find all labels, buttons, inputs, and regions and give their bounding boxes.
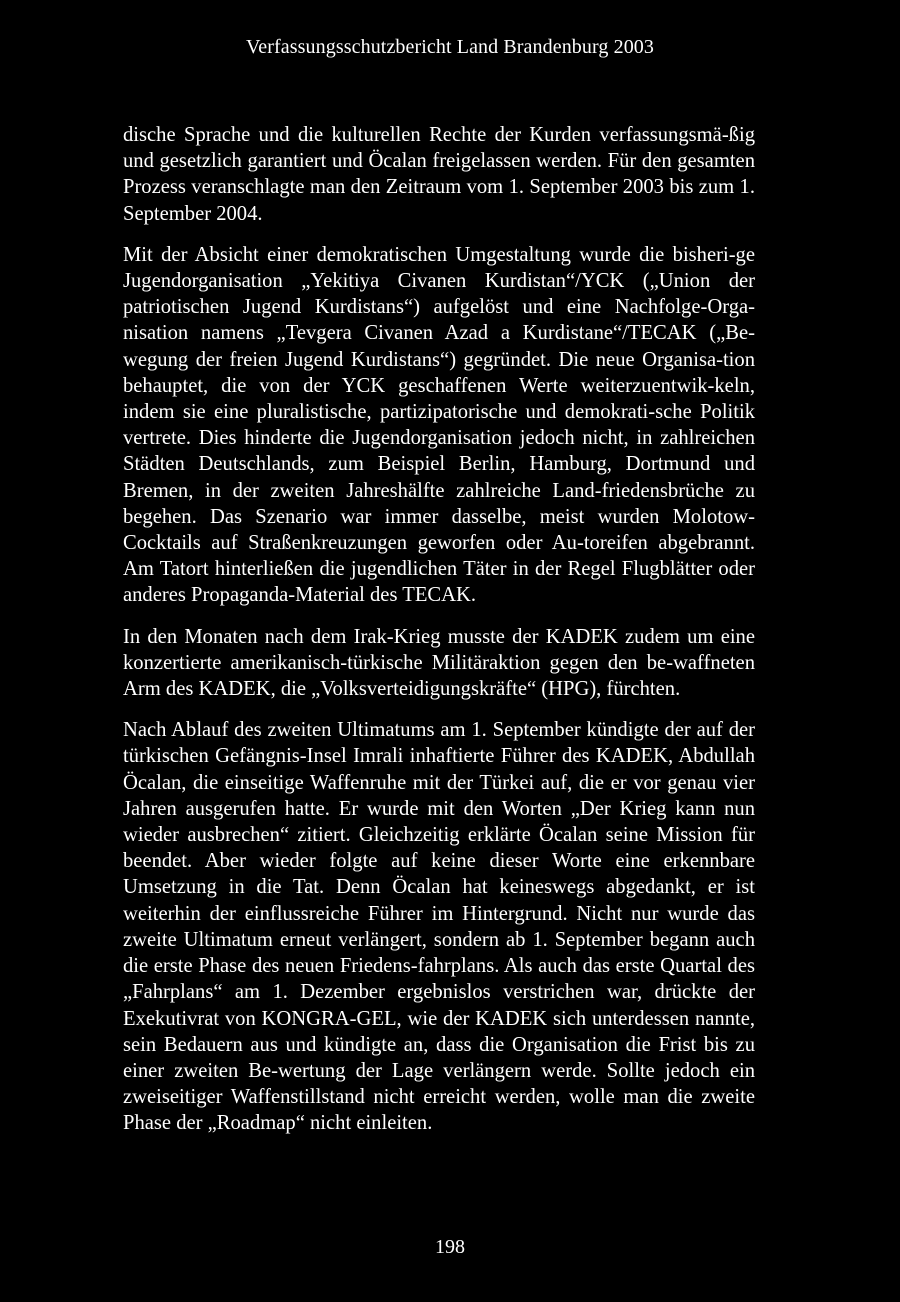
paragraph-1: dische Sprache und die kulturellen Rechte der Kurden verfassungsmä-ßig und gesetzlich garantiert und Öcalan freigelassen werden. Für den gesamten Prozess veranschlagte man den Zeitraum vom 1. September 2003 bis zum 1. September 2004. <box>123 124 755 225</box>
body-text <box>123 122 755 1152</box>
paragraph-3: In den Monaten nach dem Irak-Krieg musste der KADEK zudem um eine konzertierte amerikanisch-türkische Militäraktion gegen den be-waffneten Arm des KADEK, die „Volksverteidigungskräfte“ (HPG), fürchten. <box>123 625 755 701</box>
running-header: Verfassungsschutzbericht Land Brandenburg 2003 <box>245 36 655 58</box>
paragraph-2: Mit der Absicht einer demokratischen Umgestaltung wurde die bisheri-ge Jugendorganisation „Yekitiya Civanen Kurdistan“/YCK („Union der patriotischen Jugend Kurdistans“) aufgelöst und eine Nachfolge-Orga-nisation namens „Tevgera Civanen Azad a Kurdistane“/TECAK („Be-wegung der freien Jugend Kurdistans“) gegründet. Die neue Organisa-tion behauptet, die von der YCK geschaffenen Werte weiterzuentwik-keln, indem sie eine pluralistische, partizipatorische und demokrati-sche Politik vertrete. Dies hinderte die Jugendorganisation jedoch nicht, in zahlreichen Städten Deutschlands, zum Beispiel Berlin, Hamburg, Dortmund und Bremen, in der zweiten Jahreshälfte zahlreiche Land-friedensbrüche zu begehen. Das Szenario war immer dasselbe, meist wurden Molotow-Cocktails auf Straßenkreuzungen geworfen oder Au-toreifen abgebrannt. Am Tatort hinterließen die jugendlichen Täter in der Regel Flugblätter oder anderes Propaganda-Material des TECAK. <box>123 243 755 607</box>
page-number: 198 <box>435 1236 465 1258</box>
paragraph-4: Nach Ablauf des zweiten Ultimatums am 1. September kündigte der auf der türkischen Gefängnis-Insel Imrali inhaftierte Führer des KADEK, Abdullah Öcalan, die einseitige Waffenruhe mit der Türkei auf, die er vor genau vier Jahren ausgerufen hatte. Er wurde mit den Worten „Der Krieg kann nun wieder ausbrechen“ zitiert. Gleichzeitig erklärte Öcalan seine Mission für beendet. Aber wieder folgte auf keine dieser Worte eine erkennbare Umsetzung in die Tat. Denn Öcalan hat keineswegs abgedankt, er ist weiterhin der einflussreiche Führer im Hintergrund. Nicht nur wurde das zweite Ultimatum erneut verlängert, sondern ab 1. September begann auch die erste Phase des neuen Friedens-fahrplans. Als auch das erste Quartal des „Fahrplans“ am 1. Dezember ergebnislos verstrichen war, drückte der Exekutivrat von KONGRA-GEL, wie der KADEK sich unterdessen nannte, sein Bedauern aus und kündigte an, dass die Organisation die Frist bis zu einer zweiten Be-wertung der Lage verlängern werde. Sollte jedoch ein zweiseitiger Waffenstillstand nicht erreicht werden, wolle man die zweite Phase der „Roadmap“ nicht einleiten. <box>123 719 755 1135</box>
